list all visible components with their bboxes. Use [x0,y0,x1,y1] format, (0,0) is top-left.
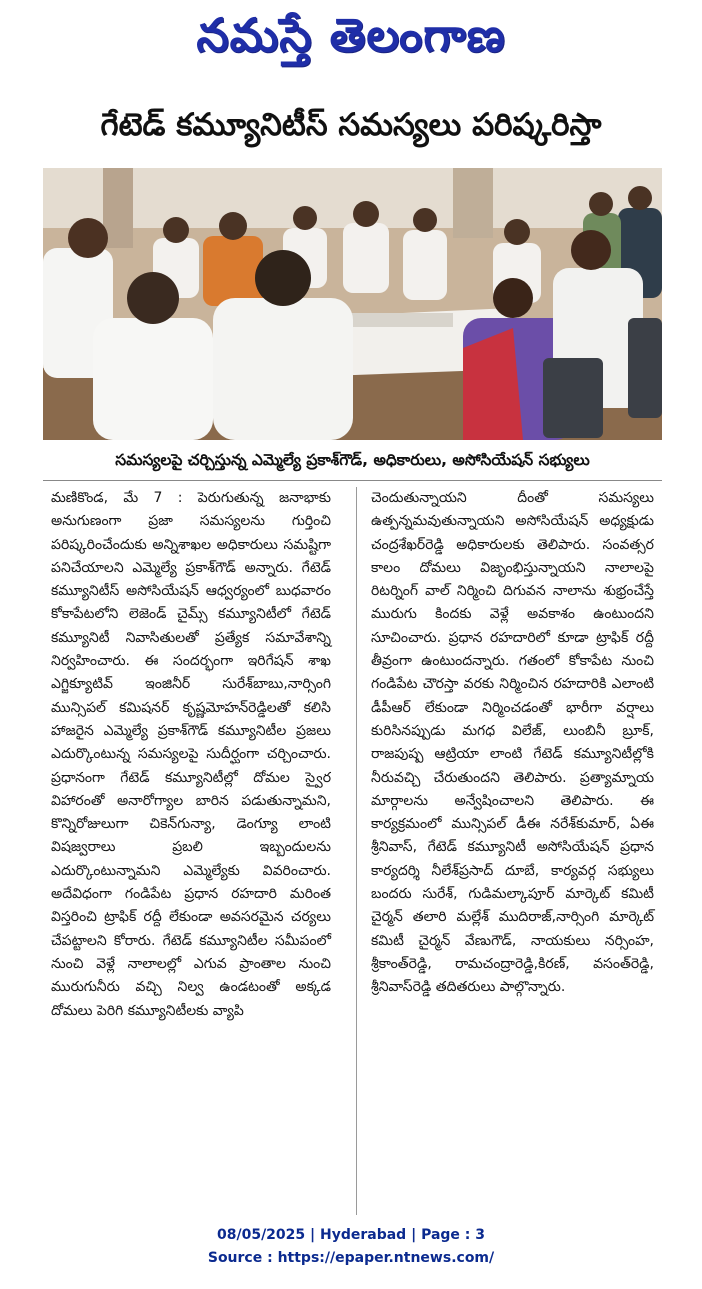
article-photo [43,168,662,440]
masthead-title: నమస్తే తెలంగాణ [196,8,506,62]
article-headline [40,100,662,156]
footer-source-link[interactable]: Source : https://epaper.ntnews.com/ [207,1250,495,1266]
footer-date-edition-page: 08/05/2025 | Hyderabad | Page : 3 [216,1227,486,1243]
column-divider [356,487,357,1215]
newspaper-masthead [0,4,702,78]
article-body-right-column [371,487,654,1000]
article-body-left-text: మణికొండ, మే 7 : పెరుగుతున్న జనాభాకు అనుగుణంగా ప్రజా సమస్యలను గుర్తించి పరిష్కరించేందుకు అన్నిశాఖల అధికారులు సమష్టిగా పనిచేయాలని ఎమ్మెల్యే ప్రకాశ్‌గౌడ్ అన్నారు. గేటెడ్ కమ్యూనిటీస్ అసోసియేషన్ ఆధ్వర్యంలో బుధవారం కోకాపేటలోని లెజెండ్ చైమ్స్ కమ్యూనిటీలో గేటెడ్ కమ్యూనిటీ నివాసితులతో ప్రత్యేక సమావేశాన్ని నిర్వహించారు. ఈ సందర్భంగా ఇరిగేషన్ శాఖ ఎగ్జిక్యూటివ్ ఇంజినీర్ సురేశ్‌బాబు,నార్సింగి మున్సిపల్ కమిషనర్ కృష్ణమోహన్‌రెడ్డిలతో కలిసి హాజరైన ఎమ్మెల్యే ప్రకాశ్‌గౌడ్ కమ్యూనిటీల ప్రజలు ఎదుర్కొంటున్న సమస్యలపై సుదీర్ఘంగా చర్చించారు. ప్రధానంగా గేటెడ్ కమ్యూనిటీల్లో దోమల స్వైర విహారంతో అనారోగ్యాల బారిన పడుతున్నామని, కొన్నిరోజులుగా చికెన్‌గున్యా, డెంగ్యూ లాంటి విషజ్వరాలు ప్రబలి ఇబ్బందులను ఎదుర్కొంటున్నామని ఎమ్మెల్యేకు వివరించారు. అదేవిధంగా గండిపేట ప్రధాన రహదారి మరింత విస్తరించి ట్రాఫిక్ రద్దీ లేకుండా అవసరమైన చర్యలు చేపట్టాలని కోరారు. గేటెడ్ కమ్యూనిటీల సమీపంలో నుంచి వెళ్లే నాలాలల్లో ఎగువ ప్రాంతాల నుంచి మురుగునీరు వచ్చి నిల్వ ఉండటంతో అక్కడ దోమలు పెరిగి కమ్యూనిటీలకు వ్యాపి [51,490,331,1019]
article-body-left-column [51,487,331,1023]
headline-text: గేటెడ్ కమ్యూనిటీస్ సమస్యలు పరిష్కరిస్తా [100,106,602,143]
photo-caption-text: సమస్యలపై చర్చిస్తున్న ఎమ్మెల్యే ప్రకాశ్‌గౌడ్, అధికారులు, అసోసియేషన్ సభ్యులు [115,451,590,469]
photo-caption [43,444,662,481]
meeting-photo-illustration [43,168,662,440]
article-body-right-text: చెందుతున్నాయని దీంతో సమస్యలు ఉత్పన్నమవుతున్నాయని అసోసియేషన్ అధ్యక్షుడు చంద్రశేఖర్‌రెడ్డి అధికారులకు తెలిపారు. సంవత్సర కాలం దోమలు విజృంభిస్తున్నాయని నాలాలపై రిటర్నింగ్ వాల్ నిర్మించి దిగువన నాలాను శుభ్రంచేస్తే మురుగు కిందకు వెళ్లే అవకాశం ఉంటుందని సూచించారు. ప్రధాన రహదారిలో కూడా ట్రాఫిక్ రద్దీ తీవ్రంగా ఉంటుందన్నారు. గతంలో కోకాపేట నుంచి గండిపేట చౌరస్తా వరకు నిర్మించిన రహదారికి ఎలాంటి డీపీఆర్ లేకుండా నిర్మించడంతో భారీగా వర్షాలు కురిసినప్పుడు మగధ విలేజ్, లుంబినీ బ్రూక్, రాజపుష్ప ఆట్రియా లాంటి గేటెడ్ కమ్యూనిటీల్లోకి నీరువచ్చి చేరుతుందని తెలిపారు. ప్రత్యామ్నాయ మార్గాలను అన్వేషించాలని తెలిపారు. ఈ కార్యక్రమంలో మున్సిపల్ డీఈ నరేశ్‌కుమార్, ఏఈ శ్రీనివాస్, గేటెడ్ కమ్యూనిటీ అసోసియేషన్ ప్రధాన కార్యదర్శి నీలేశ్‌ప్రసాద్ దూబే, కార్యవర్గ సభ్యులు బందరు సురేశ్, గుడిమల్కాపూర్ మార్కెట్ కమిటీ చైర్మన్ తలారి మల్లేశ్ ముదిరాజ్,నార్సింగి మార్కెట్ కమిటీ చైర్మన్ వేణుగౌడ్, నాయకులు నర్సింహ, శ్రీకాంత్‌రెడ్డి, రామచంద్రారెడ్డి,కిరణ్, వసంత్‌రెడ్డి, శ్రీనివాస్‌రెడ్డి తదితరులు పాల్గొన్నారు. [371,490,654,996]
